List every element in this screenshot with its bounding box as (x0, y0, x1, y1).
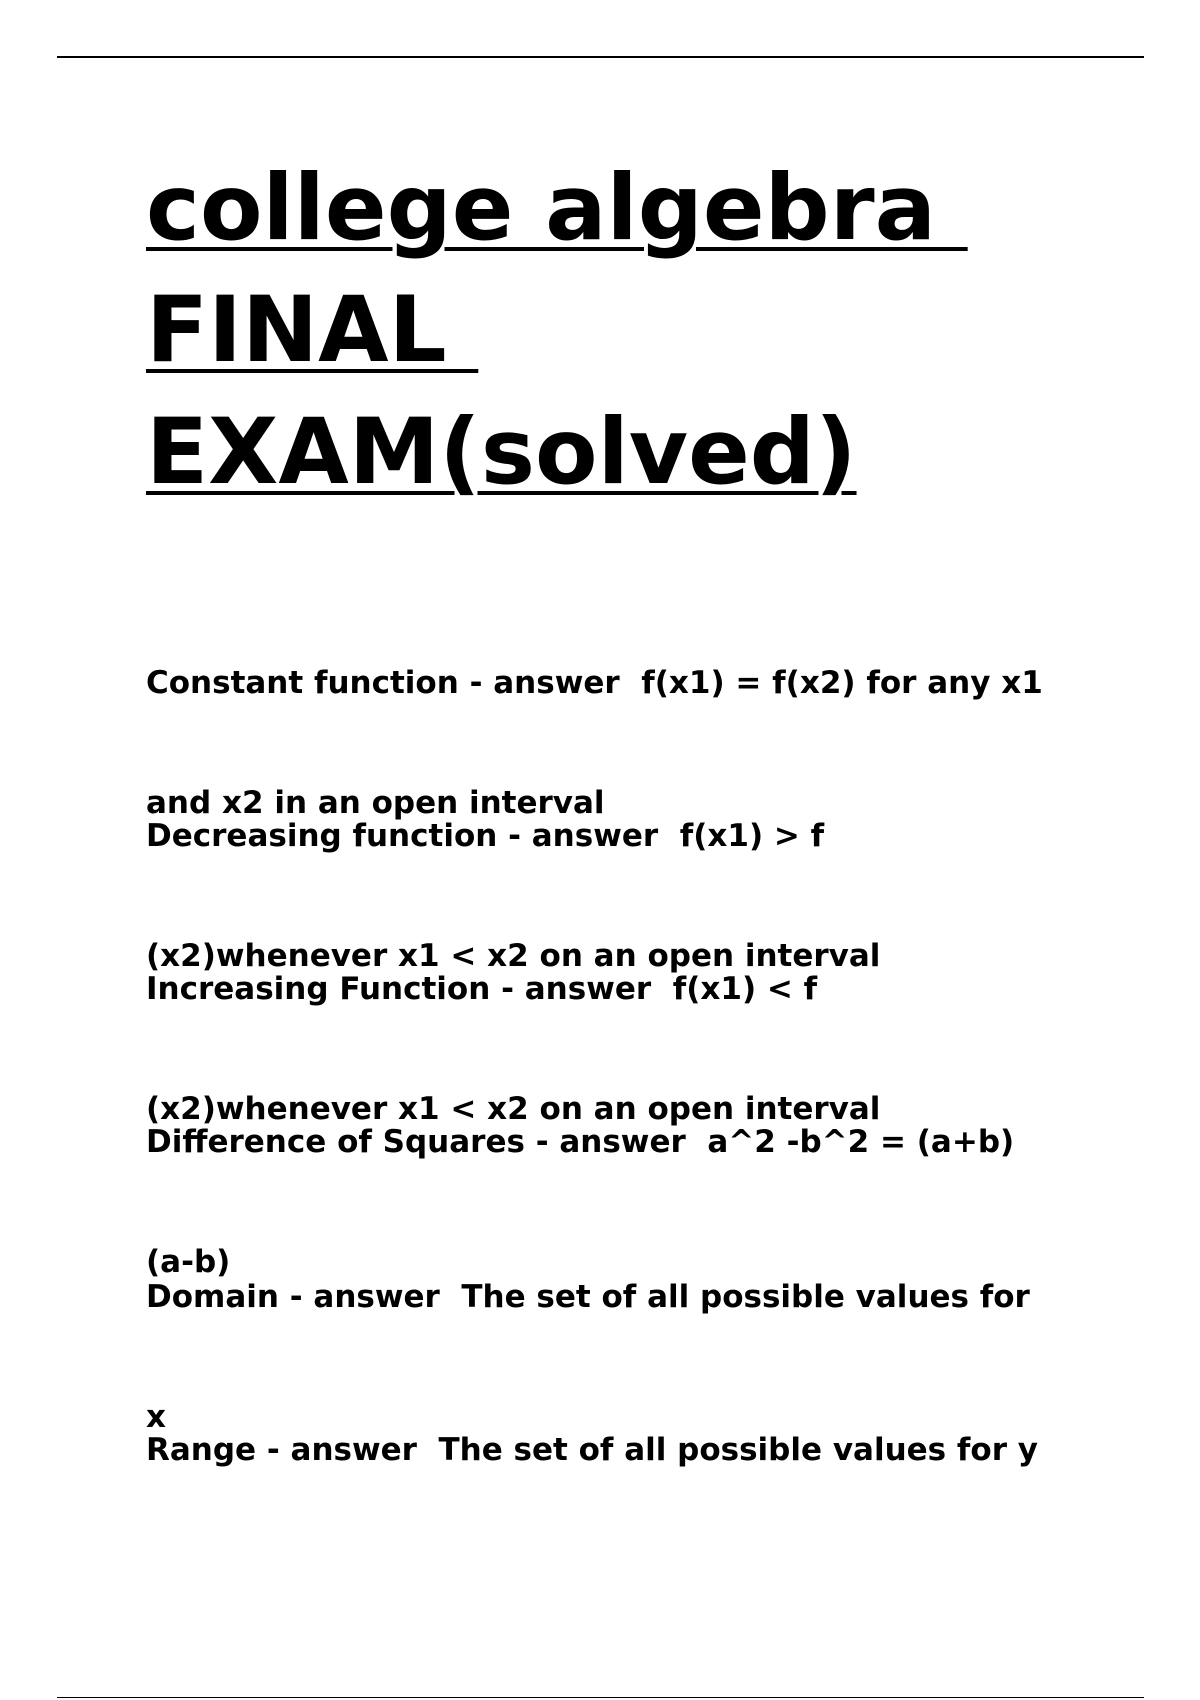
entry-line: Difference of Squares - answer a^2 -b^2 = (a+b) (146, 1124, 1015, 1160)
title-line-1: college algebra (146, 156, 968, 261)
title-line-3: EXAM(solved) (146, 400, 857, 505)
entry-line: (x2)whenever x1 < x2 on an open interval (146, 938, 881, 974)
entry-line: (x2)whenever x1 < x2 on an open interval (146, 1091, 881, 1127)
top-divider (57, 56, 1144, 58)
entry-line: Constant function - answer f(x1) = f(x2) for any x1 (146, 665, 1043, 701)
entry-line: (a-b) (146, 1244, 231, 1280)
document-title (146, 148, 1146, 514)
entry-line: Domain - answer The set of all possible values for (146, 1279, 1030, 1315)
entry-line: Range - answer The set of all possible values for y (146, 1432, 1038, 1468)
entry-line: and x2 in an open interval (146, 785, 605, 821)
entry-line: Increasing Function - answer f(x1) < f (146, 971, 818, 1007)
entry-line: x (146, 1399, 166, 1435)
entry-range (146, 1350, 1091, 1590)
bottom-divider (57, 1697, 1144, 1698)
entry-line: Decreasing function - answer f(x1) > f (146, 818, 825, 854)
title-line-2: FINAL (146, 278, 479, 383)
